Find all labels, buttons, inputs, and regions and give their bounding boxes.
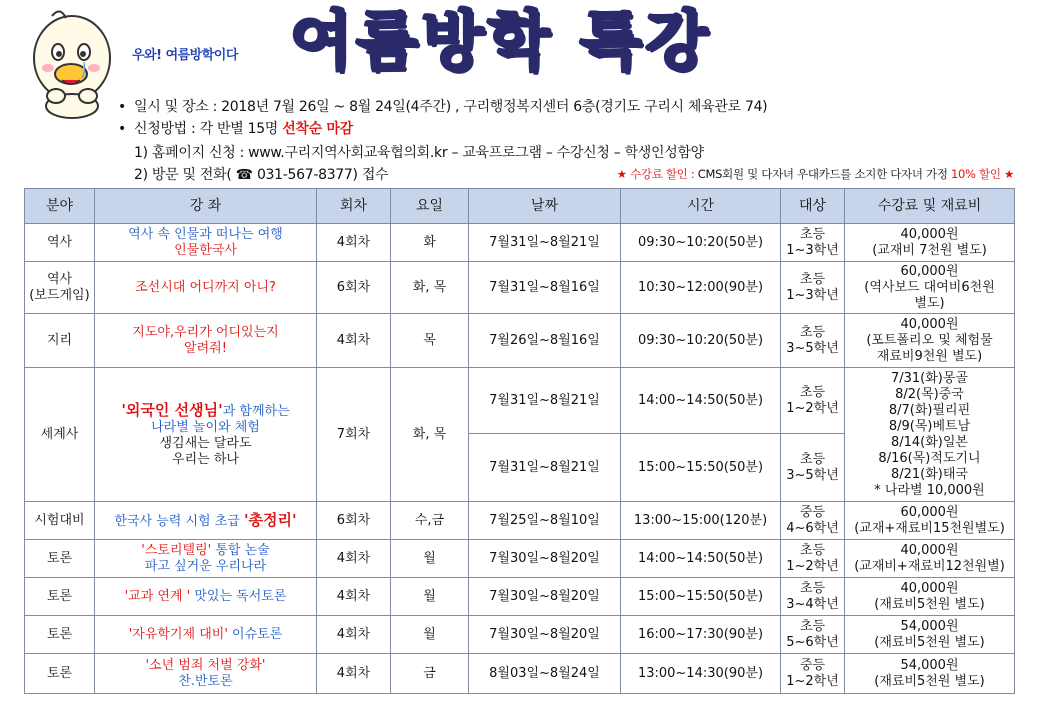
course-line bbox=[97, 543, 314, 559]
fee-line: 60,000원 bbox=[900, 504, 959, 520]
cell-time: 16:00~17:30(90분) bbox=[621, 616, 781, 654]
bullet-icon: • bbox=[118, 99, 126, 115]
fee-line: 8/21(화)태국 bbox=[890, 466, 968, 482]
cell-course: 조선시대 어디까지 아니? bbox=[95, 262, 317, 314]
target-line: 1~3학년 bbox=[786, 242, 839, 258]
info-schedule bbox=[118, 96, 767, 116]
cell-field: 토론 bbox=[25, 540, 95, 578]
fee-line: 별도) bbox=[914, 295, 945, 311]
cell-course bbox=[95, 502, 317, 540]
schedule-text: 일시 및 장소 : 2018년 7월 26일 ~ 8월 24일(4주간) , 구리행정복지센터 6층(경기도 구리시 체육관로 74) bbox=[134, 99, 768, 115]
cell-field: 지리 bbox=[25, 314, 95, 368]
cell-course bbox=[95, 616, 317, 654]
cell-fee bbox=[845, 616, 1015, 654]
cell-day: 화 bbox=[391, 224, 469, 262]
course-blue-part: 한국사 능력 시험 초급 bbox=[114, 513, 244, 529]
fee-line: (교재비+재료비12천원별) bbox=[854, 558, 1005, 574]
cell-field: 역사 bbox=[25, 224, 95, 262]
field-line: (보드게임) bbox=[29, 287, 90, 303]
fee-line: 8/9(목)베트남 bbox=[888, 418, 971, 434]
target-line: 3~5학년 bbox=[786, 340, 839, 356]
course-line: 알려줘! bbox=[184, 340, 227, 356]
table-header-row bbox=[25, 189, 1015, 224]
field-line: 역사 bbox=[46, 271, 73, 287]
page-title bbox=[290, 2, 711, 82]
cell-target bbox=[781, 502, 845, 540]
cell-date: 8월03일~8월24일 bbox=[469, 654, 621, 694]
exclaim-text: 우와! 여름방학이다 bbox=[132, 48, 238, 63]
cell-field bbox=[25, 262, 95, 314]
fee-line: 40,000원 bbox=[900, 580, 959, 596]
table-row bbox=[25, 654, 1015, 694]
cell-fee bbox=[845, 368, 1015, 502]
fee-line: 재료비9천원 별도) bbox=[876, 348, 983, 364]
fee-line: (포트폴리오 및 체험물 bbox=[866, 332, 993, 348]
course-line bbox=[97, 402, 314, 420]
cell-field: 시험대비 bbox=[25, 502, 95, 540]
cell-target bbox=[781, 616, 845, 654]
fee-line: 60,000원 bbox=[900, 263, 959, 279]
cell-time: 15:00~15:50(50분) bbox=[621, 434, 781, 502]
cell-date: 7월25일~8월10일 bbox=[469, 502, 621, 540]
target-line: 1~2학년 bbox=[786, 673, 839, 689]
discount-note bbox=[617, 166, 1014, 182]
course-red-part: '스토리텔링' bbox=[141, 542, 212, 558]
title-part2: 방학 bbox=[421, 5, 554, 79]
course-blue-part: 맛있는 독서토론 bbox=[190, 588, 287, 604]
course-blue-part: 통합 논술 bbox=[211, 542, 270, 558]
cell-fee bbox=[845, 654, 1015, 694]
target-line: 3~5학년 bbox=[786, 467, 839, 483]
cell-date: 7월30일~8월20일 bbox=[469, 540, 621, 578]
cell-count: 4회차 bbox=[317, 654, 391, 694]
cell-field: 세계사 bbox=[25, 368, 95, 502]
cell-fee bbox=[845, 502, 1015, 540]
apply-emphasis: 선착순 마감 bbox=[282, 121, 353, 137]
cell-count: 4회차 bbox=[317, 224, 391, 262]
course-line: 파고 싶거운 우리나라 bbox=[144, 558, 267, 574]
info-visit: 2) 방문 및 전화( ☎ 031-567-8377) 접수 bbox=[134, 167, 389, 183]
cell-field: 토론 bbox=[25, 578, 95, 616]
fee-line: (재료비5천원 별도) bbox=[874, 634, 985, 650]
cell-field: 토론 bbox=[25, 616, 95, 654]
target-line: 초등 bbox=[799, 451, 826, 467]
target-line: 5~6학년 bbox=[786, 634, 839, 650]
cell-target bbox=[781, 368, 845, 434]
table-row bbox=[25, 224, 1015, 262]
cell-course bbox=[95, 224, 317, 262]
cell-time: 14:00~14:50(50분) bbox=[621, 540, 781, 578]
course-line: 지도야,우리가 어디있는지 bbox=[132, 324, 279, 340]
note-emphasis: 10% 할인 ★ bbox=[951, 167, 1014, 181]
cell-day: 수,금 bbox=[391, 502, 469, 540]
cell-time: 13:00~15:00(120분) bbox=[621, 502, 781, 540]
fee-line: (역사보드 대여비6천원 bbox=[864, 279, 995, 295]
target-line: 1~3학년 bbox=[786, 287, 839, 303]
cell-course bbox=[95, 314, 317, 368]
cell-date: 7월26일~8월16일 bbox=[469, 314, 621, 368]
header-course: 강 좌 bbox=[95, 189, 317, 224]
table-row bbox=[25, 578, 1015, 616]
table-row bbox=[25, 368, 1015, 434]
course-line: 찬.반토론 bbox=[178, 673, 233, 689]
cell-date: 7월31일~8월16일 bbox=[469, 262, 621, 314]
cell-course bbox=[95, 368, 317, 502]
fee-line: 8/7(화)필리핀 bbox=[888, 402, 971, 418]
cell-fee bbox=[845, 262, 1015, 314]
fee-line: 54,000원 bbox=[900, 618, 959, 634]
cell-time: 14:00~14:50(50분) bbox=[621, 368, 781, 434]
fee-line: 8/2(목)중국 bbox=[895, 386, 964, 402]
header-count: 회차 bbox=[317, 189, 391, 224]
info-online: 1) 홈페이지 신청 : www.구리지역사회교육협의회.kr – 교육프로그램 – 수강신청 – 학생인성함양 bbox=[134, 145, 704, 161]
fee-line: (교재+재료비15천원별도) bbox=[854, 520, 1005, 536]
fee-line: (재료비5천원 별도) bbox=[874, 673, 985, 689]
header-date: 날짜 bbox=[469, 189, 621, 224]
fee-line: 40,000원 bbox=[900, 316, 959, 332]
cell-date: 7월31일~8월21일 bbox=[469, 434, 621, 502]
cell-day: 월 bbox=[391, 616, 469, 654]
note-body: CMS회원 및 다자녀 우대카드를 소지한 다자녀 가정 bbox=[694, 167, 951, 181]
cell-course bbox=[95, 578, 317, 616]
cell-count: 6회차 bbox=[317, 262, 391, 314]
fee-line: 40,000원 bbox=[900, 542, 959, 558]
course-table bbox=[24, 188, 1015, 694]
header-field: 분야 bbox=[25, 189, 95, 224]
cell-course bbox=[95, 654, 317, 694]
table-row bbox=[25, 616, 1015, 654]
target-line: 3~4학년 bbox=[786, 596, 839, 612]
course-blue-part: 이슈토론 bbox=[227, 626, 283, 642]
table-row bbox=[25, 262, 1015, 314]
cell-fee bbox=[845, 224, 1015, 262]
bullet-icon: • bbox=[118, 121, 126, 137]
target-line: 초등 bbox=[799, 580, 826, 596]
cell-course bbox=[95, 540, 317, 578]
cell-time: 10:30~12:00(90분) bbox=[621, 262, 781, 314]
cell-day: 목 bbox=[391, 314, 469, 368]
course-line: 인물한국사 bbox=[174, 242, 237, 258]
title-part3: 특강 bbox=[579, 5, 712, 79]
header-target: 대상 bbox=[781, 189, 845, 224]
title-part1: 여름 bbox=[290, 5, 422, 79]
course-line: 나라별 놀이와 체험 bbox=[151, 419, 260, 435]
table-row bbox=[25, 502, 1015, 540]
note-prefix: ★ 수강료 할인 : bbox=[616, 167, 695, 181]
fee-line: 8/16(목)적도기니 bbox=[878, 450, 981, 466]
header-day: 요일 bbox=[391, 189, 469, 224]
cell-time: 13:00~14:30(90분) bbox=[621, 654, 781, 694]
course-red-part: '총정리' bbox=[243, 510, 297, 529]
cell-target bbox=[781, 224, 845, 262]
target-line: 4~6학년 bbox=[786, 520, 839, 536]
cell-date: 7월31일~8월21일 bbox=[469, 224, 621, 262]
course-line: 역사 속 인물과 떠나는 여행 bbox=[128, 226, 283, 242]
cell-target bbox=[781, 578, 845, 616]
fee-line: * 나라별 10,000원 bbox=[874, 482, 985, 498]
cell-target bbox=[781, 262, 845, 314]
target-line: 초등 bbox=[799, 271, 826, 287]
fee-line: 40,000원 bbox=[900, 226, 959, 242]
target-line: 초등 bbox=[799, 226, 826, 242]
cell-target bbox=[781, 540, 845, 578]
fee-line: (교재비 7천원 별도) bbox=[872, 242, 987, 258]
mascot-illustration bbox=[22, 8, 122, 120]
course-blue-part: 과 함께하는 bbox=[222, 403, 290, 419]
target-line: 초등 bbox=[799, 618, 826, 634]
cell-day: 화, 목 bbox=[391, 368, 469, 502]
table-row bbox=[25, 314, 1015, 368]
course-line: 생김새는 달라도 bbox=[159, 435, 252, 451]
course-line: '소년 범죄 처벌 강화' bbox=[145, 657, 266, 673]
cell-time: 09:30~10:20(50분) bbox=[621, 224, 781, 262]
table-row bbox=[25, 540, 1015, 578]
cell-day: 월 bbox=[391, 540, 469, 578]
cell-day: 월 bbox=[391, 578, 469, 616]
cell-time: 09:30~10:20(50분) bbox=[621, 314, 781, 368]
cell-date: 7월31일~8월21일 bbox=[469, 368, 621, 434]
cell-count: 7회차 bbox=[317, 368, 391, 502]
cell-date: 7월30일~8월20일 bbox=[469, 578, 621, 616]
apply-text: 신청방법 : 각 반별 15명 bbox=[134, 121, 283, 137]
cell-fee bbox=[845, 540, 1015, 578]
cell-target bbox=[781, 314, 845, 368]
header-fee: 수강료 및 재료비 bbox=[845, 189, 1015, 224]
cell-time: 15:00~15:50(50분) bbox=[621, 578, 781, 616]
header-time: 시간 bbox=[621, 189, 781, 224]
cell-target bbox=[781, 434, 845, 502]
cell-count: 4회차 bbox=[317, 314, 391, 368]
fee-line: 7/31(화)몽골 bbox=[890, 370, 968, 386]
fee-line: (재료비5천원 별도) bbox=[874, 596, 985, 612]
cell-field: 토론 bbox=[25, 654, 95, 694]
course-red-part: '자유학기제 대비' bbox=[128, 626, 228, 642]
cell-target bbox=[781, 654, 845, 694]
target-line: 초등 bbox=[799, 384, 826, 400]
target-line: 1~2학년 bbox=[786, 558, 839, 574]
target-line: 1~2학년 bbox=[786, 400, 839, 416]
course-red-part: '교과 연계 ' bbox=[124, 588, 191, 604]
cell-count: 4회차 bbox=[317, 616, 391, 654]
fee-line: 54,000원 bbox=[900, 657, 959, 673]
cell-count: 4회차 bbox=[317, 578, 391, 616]
cell-fee bbox=[845, 578, 1015, 616]
cell-fee bbox=[845, 314, 1015, 368]
cell-day: 화, 목 bbox=[391, 262, 469, 314]
cell-count: 4회차 bbox=[317, 540, 391, 578]
fee-line: 8/14(화)일본 bbox=[890, 434, 968, 450]
cell-date: 7월30일~8월20일 bbox=[469, 616, 621, 654]
course-line: 우리는 하나 bbox=[172, 451, 239, 467]
target-line: 초등 bbox=[799, 542, 826, 558]
course-red-part: '외국인 선생님' bbox=[121, 400, 223, 419]
cell-count: 6회차 bbox=[317, 502, 391, 540]
info-apply bbox=[118, 118, 353, 138]
cell-day: 금 bbox=[391, 654, 469, 694]
target-line: 초등 bbox=[799, 324, 826, 340]
target-line: 중등 bbox=[799, 504, 826, 520]
target-line: 중등 bbox=[799, 657, 826, 673]
